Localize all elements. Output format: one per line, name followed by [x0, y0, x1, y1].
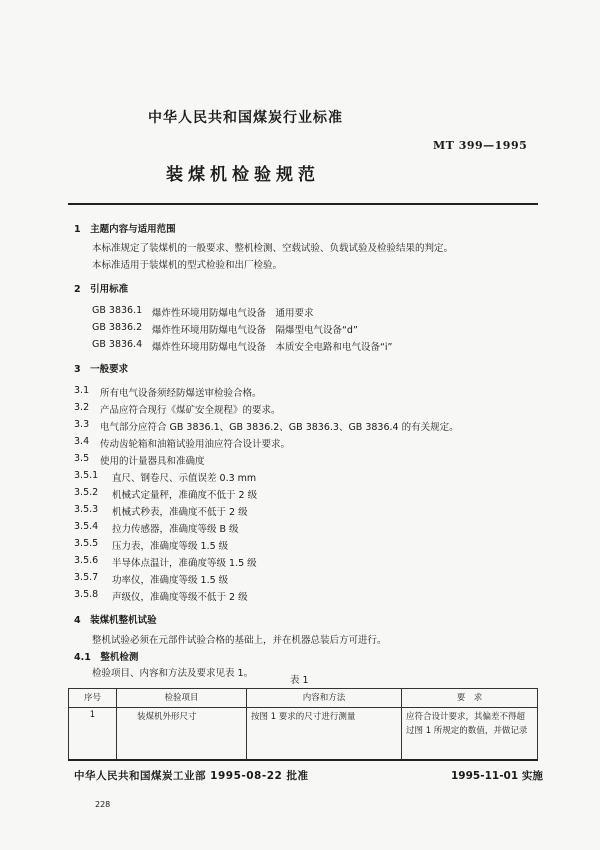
reference-code: GB 3836.4 — [92, 339, 143, 350]
table-cell: 应符合设计要求，其偏差不得超过图 1 所规定的数值，并做记录 — [402, 708, 538, 761]
clause-number: 3.5.6 — [74, 555, 99, 566]
table-header-row — [69, 689, 538, 708]
org-title: 中华人民共和国煤炭行业标准 — [148, 110, 343, 126]
section-3-heading: 3 一般要求 — [74, 364, 129, 375]
clause-text: 传动齿轮箱和油箱试验用油应符合设计要求。 — [100, 439, 291, 450]
clause-number: 3.5 — [74, 453, 90, 464]
table-header-cell: 序号 — [69, 689, 117, 708]
clause-number: 3.5.1 — [74, 470, 99, 481]
section-1-paragraph: 本标准规定了装煤机的一般要求、整机检测、空载试验、负载试验及检验结果的判定。 — [92, 243, 454, 254]
table-cell: 1 — [69, 708, 117, 761]
table-caption: 表 1 — [290, 675, 309, 686]
clause-number: 3.5.4 — [74, 521, 99, 532]
approval-statement: 中华人民共和国煤炭工业部 1995-08-22 批准 — [74, 770, 309, 782]
footer-rule — [68, 759, 538, 761]
table-row — [69, 708, 538, 761]
clause-text: 功率仪，准确度等级 1.5 级 — [112, 575, 229, 586]
clause-number: 3.5.5 — [74, 538, 99, 549]
section-4-1-heading: 4.1 整机检测 — [74, 652, 139, 663]
clause-text: 电气部分应符合 GB 3836.1、GB 3836.2、GB 3836.3、GB 3836.4 的有关规定。 — [100, 422, 459, 433]
clause-number: 3.5.8 — [74, 589, 99, 600]
clause-text: 压力表，准确度等级 1.5 级 — [112, 541, 229, 552]
section-1-heading: 1 主题内容与适用范围 — [74, 224, 176, 235]
clause-number: 3.5.3 — [74, 504, 99, 515]
clause-text: 产品应符合现行《煤矿安全规程》的要求。 — [100, 405, 281, 416]
clause-number: 3.4 — [74, 436, 90, 447]
reference-title: 爆炸性环境用防爆电气设备 隔爆型电气设备“d” — [152, 325, 358, 336]
section-4-paragraph: 整机试验必须在元部件试验合格的基础上，并在机器总装后方可进行。 — [92, 635, 387, 646]
effective-date: 1995-11-01 实施 — [451, 770, 543, 782]
table-header-cell: 内容和方法 — [247, 689, 402, 708]
table-header-cell: 要 求 — [402, 689, 538, 708]
clause-number: 3.1 — [74, 385, 90, 396]
clause-text: 拉力传感器，准确度等级 B 级 — [112, 524, 239, 535]
section-2-heading: 2 引用标准 — [74, 284, 129, 295]
clause-text: 直尺、钢卷尺、示值误差 0.3 mm — [112, 473, 257, 484]
clause-text: 使用的计量器具和准确度 — [100, 456, 205, 467]
clause-text: 机械式定量秤，准确度不低于 2 级 — [112, 490, 258, 501]
section-4-1-paragraph: 检验项目、内容和方法及要求见表 1。 — [92, 668, 254, 679]
reference-title: 爆炸性环境用防爆电气设备 本质安全电路和电气设备“i” — [152, 342, 393, 353]
clause-number: 3.2 — [74, 402, 90, 413]
page-number: 228 — [95, 800, 111, 809]
reference-title: 爆炸性环境用防爆电气设备 通用要求 — [152, 308, 314, 319]
reference-code: GB 3836.1 — [92, 305, 143, 316]
section-4-heading: 4 装煤机整机试验 — [74, 615, 157, 626]
inspection-table — [68, 688, 538, 761]
standard-code: MT 399—1995 — [433, 139, 528, 152]
table-cell: 按图 1 要求的尺寸进行测量 — [247, 708, 402, 761]
clause-text: 半导体点温计，准确度等级 1.5 级 — [112, 558, 257, 569]
table-header-cell: 检验项目 — [117, 689, 247, 708]
doc-title: 装煤机检验规范 — [166, 165, 320, 185]
clause-text: 所有电气设备须经防爆送审检验合格。 — [100, 388, 262, 399]
clause-number: 3.5.7 — [74, 572, 99, 583]
clause-number: 3.3 — [74, 419, 90, 430]
clause-text: 机械式秒表，准确度不低于 2 级 — [112, 507, 248, 518]
clause-number: 3.5.2 — [74, 487, 99, 498]
clause-text: 声级仪，准确度等级不低于 2 级 — [112, 592, 248, 603]
reference-code: GB 3836.2 — [92, 322, 143, 333]
section-1-paragraph: 本标准适用于装煤机的型式检验和出厂检验。 — [92, 260, 283, 271]
header-rule — [68, 203, 538, 205]
table-cell: 装煤机外形尺寸 — [117, 708, 247, 761]
